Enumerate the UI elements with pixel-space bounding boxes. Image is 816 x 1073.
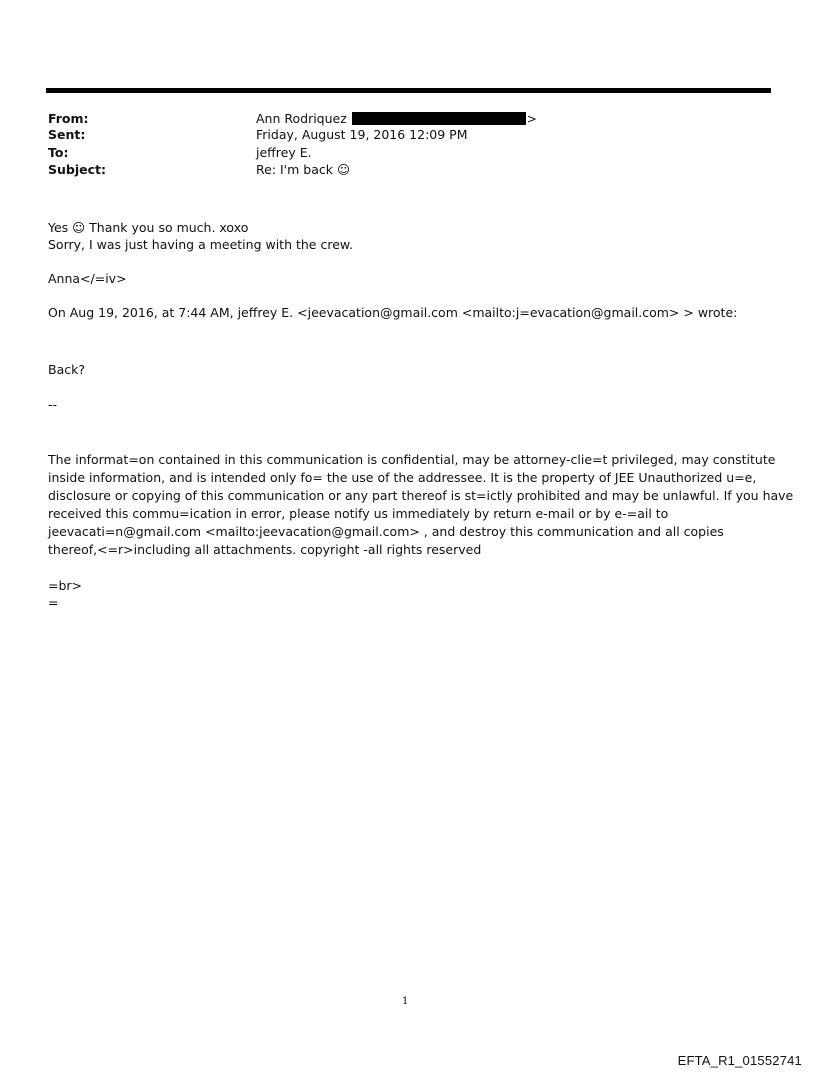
page-number: 1 bbox=[402, 996, 409, 1007]
redaction-box bbox=[352, 112, 526, 125]
from-value bbox=[256, 111, 537, 127]
quoted-header: On Aug 19, 2016, at 7:44 AM, jeffrey E. <jeevacation@gmail.com <mailto:j=evacation@gmail.com> > wrote: bbox=[48, 305, 738, 320]
disclaimer-line: thereof,<=r>including all attachments. copyright -all rights reserved bbox=[48, 542, 482, 557]
disclaimer-line: jeevacati=n@gmail.com <mailto:jeevacation@gmail.com> , and destroy this communication and all copies bbox=[48, 524, 724, 539]
sent-label: Sent: bbox=[48, 127, 86, 142]
trailing-markup: = bbox=[48, 595, 59, 610]
disclaimer-line: received this commu=ication in error, please notify us immediately by return e-mail or by e-=ail to bbox=[48, 506, 669, 521]
body-line-apology: Sorry, I was just having a meeting with the crew. bbox=[48, 237, 353, 252]
from-tail: > bbox=[526, 112, 537, 126]
trailing-markup: =br> bbox=[48, 578, 83, 593]
disclaimer-line: The informat=on contained in this communication is confidential, may be attorney-clie=t privileged, may constitute bbox=[48, 452, 776, 467]
sender-name: Ann Rodriquez bbox=[256, 111, 347, 126]
quoted-message: Back? bbox=[48, 362, 85, 377]
body-line-signature: Anna</=iv> bbox=[48, 271, 127, 286]
disclaimer-line: disclosure or copying of this communication or any part thereof is st=ictly prohibited and may be unlawful. If you have bbox=[48, 488, 794, 503]
to-label: To: bbox=[48, 145, 69, 160]
sent-value: Friday, August 19, 2016 12:09 PM bbox=[256, 127, 468, 142]
disclaimer-line: inside information, and is intended only fo= the use of the addressee. It is the property of JEE Unauthorized u=e, bbox=[48, 470, 757, 485]
document-id: EFTA_R1_01552741 bbox=[677, 1053, 802, 1068]
signature-separator: -- bbox=[48, 397, 58, 412]
subject-value: Re: I'm back ☺ bbox=[256, 162, 350, 177]
from-label: From: bbox=[48, 111, 89, 126]
header-rule bbox=[46, 88, 771, 93]
to-value: jeffrey E. bbox=[256, 145, 312, 160]
body-line-greeting: Yes ☺ Thank you so much. xoxo bbox=[48, 220, 249, 235]
subject-label: Subject: bbox=[48, 162, 106, 177]
